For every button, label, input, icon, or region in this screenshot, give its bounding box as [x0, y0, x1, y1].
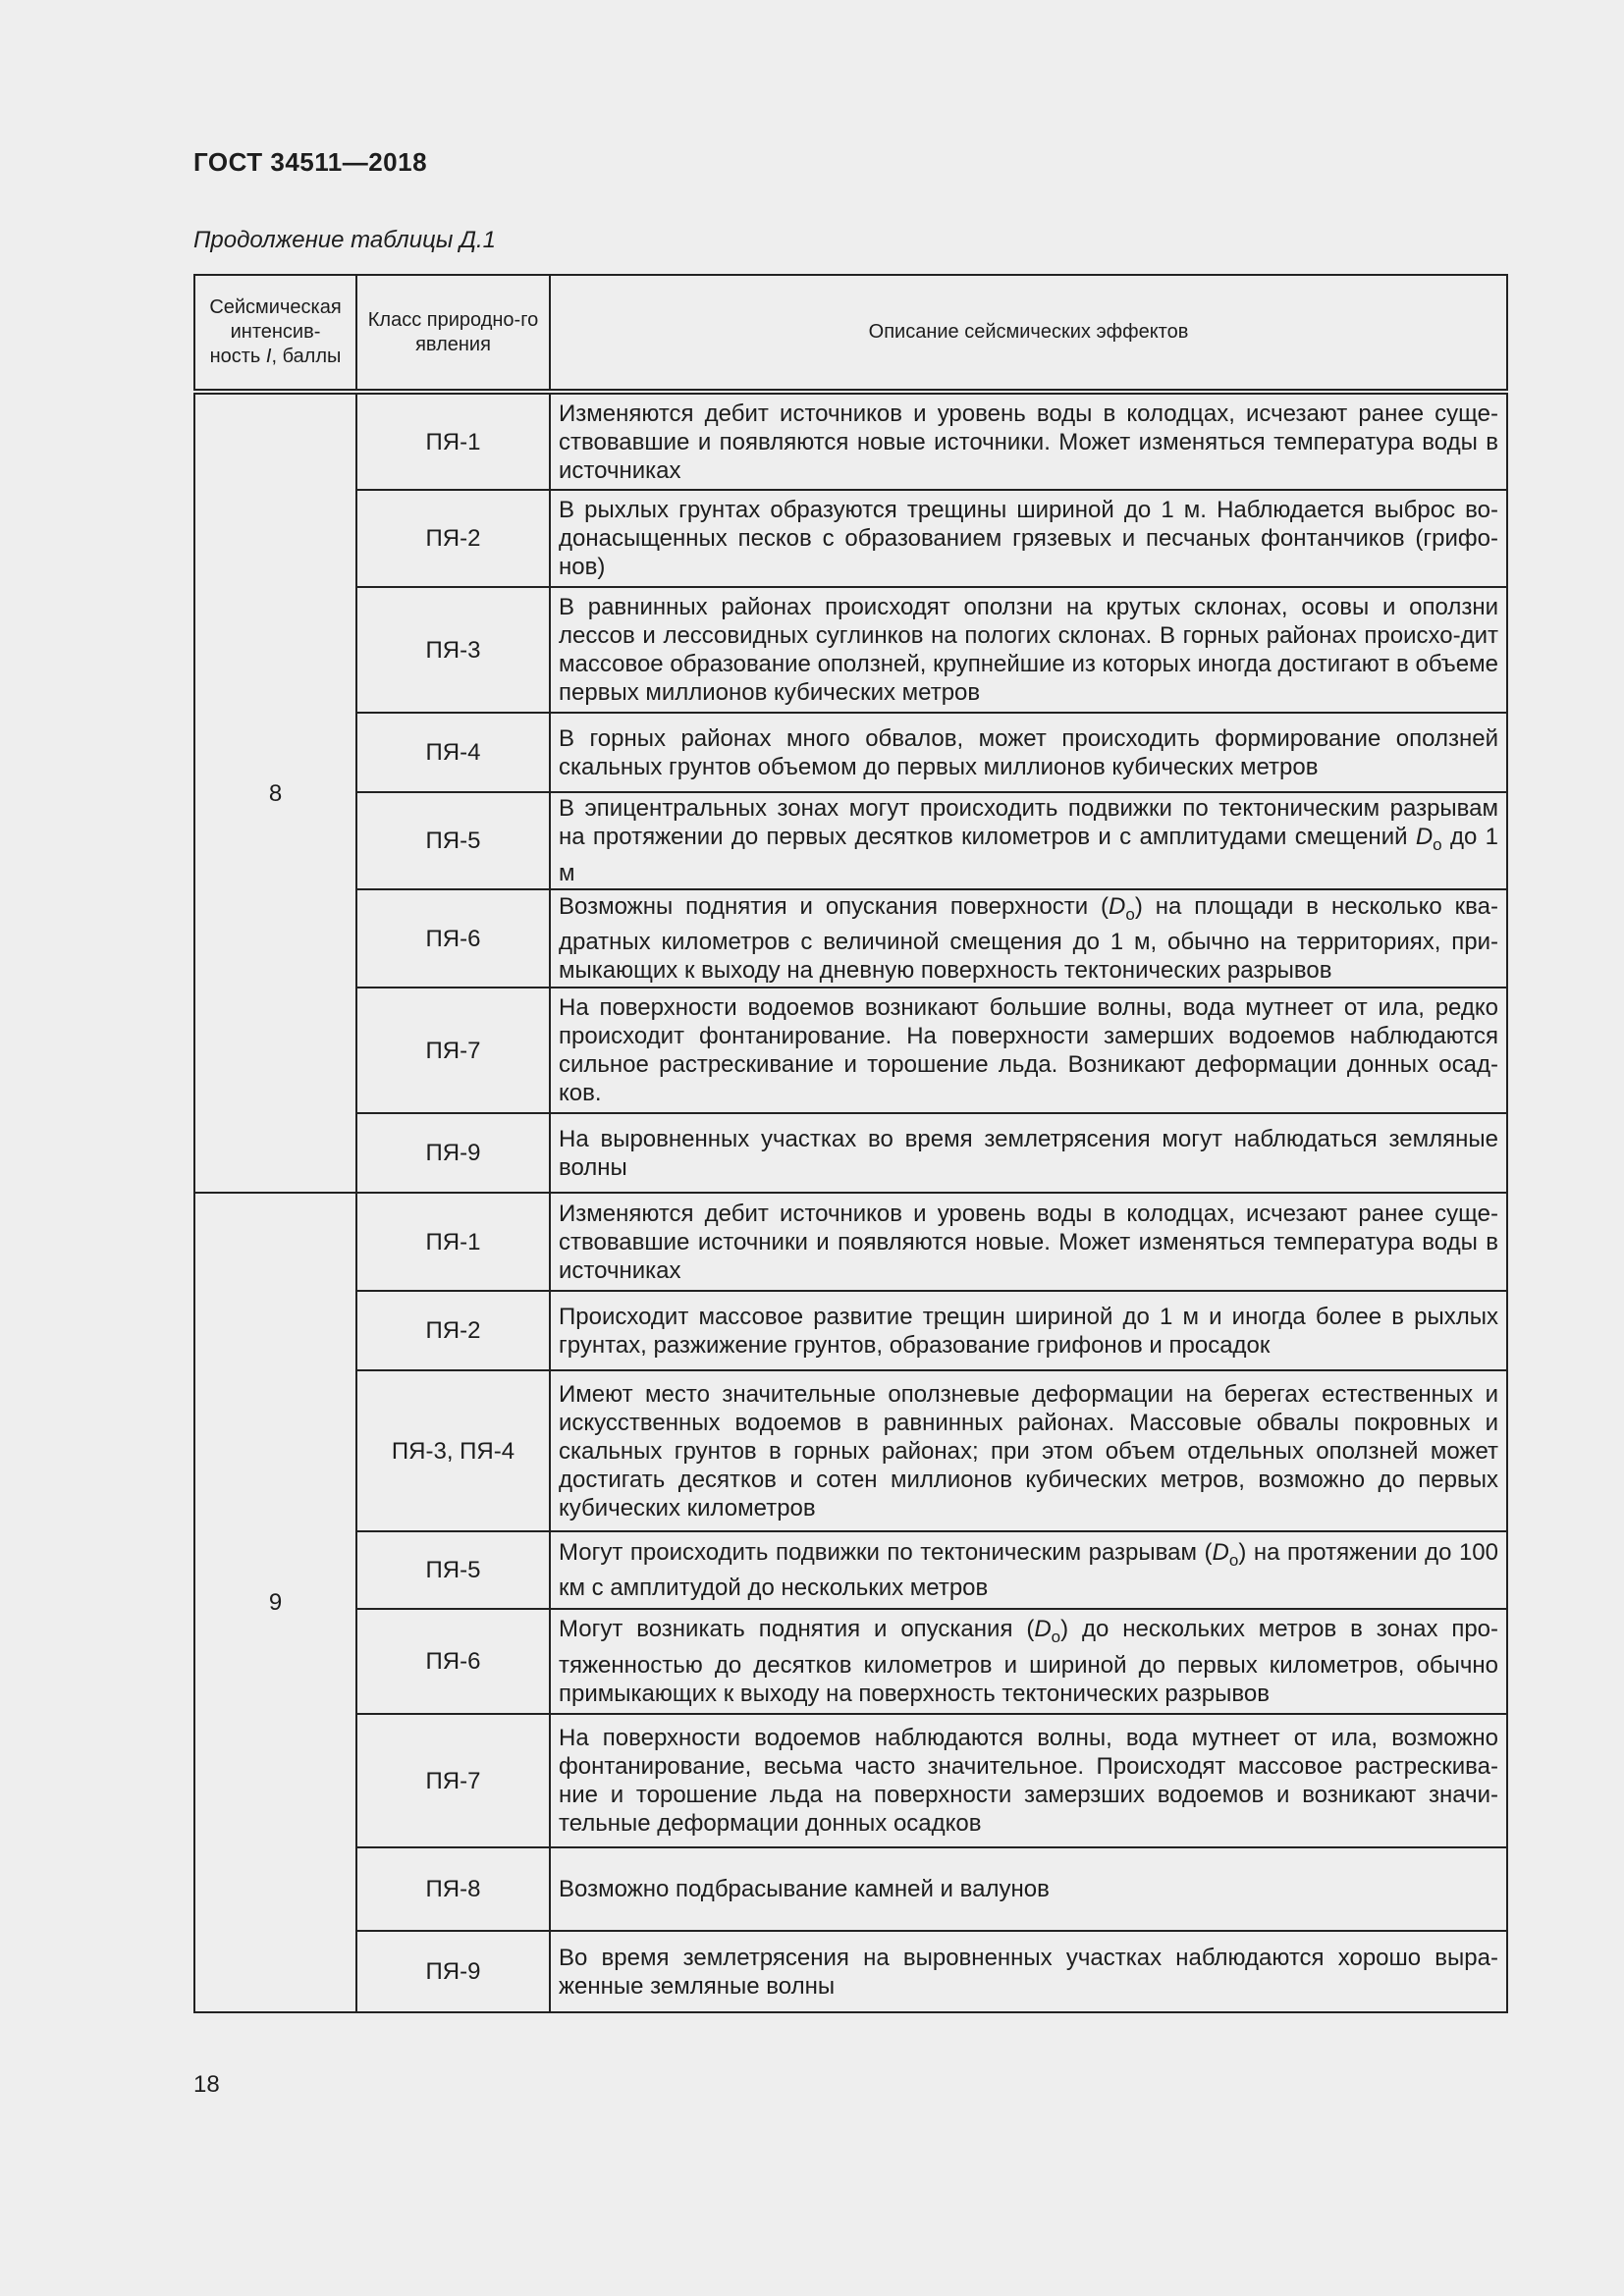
phenomenon-class: ПЯ-3 [356, 587, 550, 713]
phenomenon-class: ПЯ-8 [356, 1847, 550, 1931]
table-row [194, 1609, 1507, 1714]
header-description: Описание сейсмических эффектов [550, 275, 1507, 392]
table-row [194, 1931, 1507, 2012]
phenomenon-class: ПЯ-3, ПЯ-4 [356, 1370, 550, 1531]
phenomenon-class: ПЯ-5 [356, 792, 550, 889]
effect-description: Изменяются дебит источников и уровень воды в колодцах, исчезают ранее суще-ствовавшие и появляются новые источники. Может изменяться температура воды в источниках [550, 392, 1507, 490]
table-row [194, 713, 1507, 792]
table-row [194, 792, 1507, 889]
phenomenon-class: ПЯ-7 [356, 1714, 550, 1847]
effect-description: Могут происходить подвижки по тектоническим разрывам $(D_о)$ на протяжении до 100 км с амплитудой до нескольких метров [550, 1531, 1507, 1609]
document-id: ГОСТ 34511—2018 [193, 147, 428, 177]
header-class: Класс природно-го явления [356, 275, 550, 392]
table-row [194, 1847, 1507, 1931]
table-row [194, 1193, 1507, 1291]
table-row [194, 1531, 1507, 1609]
table-row [194, 1291, 1507, 1370]
table-header-row [194, 275, 1507, 392]
effect-description: Имеют место значительные оползневые деформации на берегах естественных и искусственных водоемов в равнинных районах. Массовые обвалы покровных и скальных грунтов в горных районах; при этом объем отдельных оползней может достигать десятков и сотен миллионов кубических метров, возможно до первых кубических километров [550, 1370, 1507, 1531]
phenomenon-class: ПЯ-7 [356, 988, 550, 1113]
phenomenon-class: ПЯ-4 [356, 713, 550, 792]
effect-description: В горных районах много обвалов, может происходить формирование оползней скальных грунтов объемом до первых миллионов кубических метров [550, 713, 1507, 792]
effect-description: На поверхности водоемов наблюдаются волны, вода мутнеет от ила, возможно фонтанирование, весьма часто значительное. Происходят массовое растрескива-ние и торошение льда на поверхности замерзших водоемов и возникают значи-тельные деформации донных осадков [550, 1714, 1507, 1847]
phenomenon-class: ПЯ-2 [356, 490, 550, 587]
table-row [194, 490, 1507, 587]
seismic-effects-table [193, 274, 1508, 2013]
phenomenon-class: ПЯ-9 [356, 1931, 550, 2012]
effect-description: Возможны поднятия и опускания поверхности $(D_о)$ на площади в несколько ква-дратных километров с величиной смещения до 1 м, обычно на территориях, при-мыкающих к выходу на дневную поверхность тектонических разрывов [550, 889, 1507, 988]
table-row [194, 1113, 1507, 1193]
phenomenon-class: ПЯ-1 [356, 392, 550, 490]
phenomenon-class: ПЯ-1 [356, 1193, 550, 1291]
effect-description: На поверхности водоемов возникают большие волны, вода мутнеет от ила, редко происходит фонтанирование. На поверхности замерших водоемов наблюдаются сильное растрескивание и торошение льда. Возникают деформации донных осад-ков. [550, 988, 1507, 1113]
phenomenon-class: ПЯ-2 [356, 1291, 550, 1370]
effect-description: Изменяются дебит источников и уровень воды в колодцах, исчезают ранее суще-ствовавшие источники и появляются новые. Может изменяться температура воды в источниках [550, 1193, 1507, 1291]
page-number: 18 [193, 2071, 220, 2098]
effect-description: В равнинных районах происходят оползни на крутых склонах, осовы и оползни лессов и лессовидных суглинков на пологих склонах. В горных районах происхо-дит массовое образование оползней, крупнейшие из которых иногда достигают в объеме первых миллионов кубических метров [550, 587, 1507, 713]
effect-description: Во время землетрясения на выровненных участках наблюдаются хорошо выра-женные земляные волны [550, 1931, 1507, 2012]
phenomenon-class: ПЯ-5 [356, 1531, 550, 1609]
table-row [194, 988, 1507, 1113]
effect-description: Происходит массовое развитие трещин шириной до 1 м и иногда более в рыхлых грунтах, разжижение грунтов, образование грифонов и просадок [550, 1291, 1507, 1370]
effect-description: Могут возникать поднятия и опускания $(D_о)$ до нескольких метров в зонах про-тяженностью до десятков километров и шириной до первых километров, обычно примыкающих к выходу на поверхность тектонических разрывов [550, 1609, 1507, 1714]
intensity-value: 8 [194, 392, 356, 1193]
table-row [194, 1714, 1507, 1847]
phenomenon-class: ПЯ-9 [356, 1113, 550, 1193]
table-row [194, 1370, 1507, 1531]
table-row [194, 587, 1507, 713]
effect-description: В эпицентральных зонах могут происходить подвижки по тектоническим разрывам на протяжении до первых десятков километров и с амплитудами смещений $D_о$ до 1 м [550, 792, 1507, 889]
effect-description: В рыхлых грунтах образуются трещины шириной до 1 м. Наблюдается выброс во-донасыщенных песков с образованием грязевых и песчаных фонтанчиков (грифо-нов) [550, 490, 1507, 587]
intensity-value: 9 [194, 1193, 356, 2012]
effect-description: Возможно подбрасывание камней и валунов [550, 1847, 1507, 1931]
table-caption: Продолжение таблицы Д.1 [193, 227, 497, 253]
header-intensity: Сейсмическая интенсив- ность I, баллы [194, 275, 356, 392]
effect-description: На выровненных участках во время землетрясения могут наблюдаться земляные волны [550, 1113, 1507, 1193]
table-row [194, 889, 1507, 988]
table-row [194, 392, 1507, 490]
phenomenon-class: ПЯ-6 [356, 1609, 550, 1714]
phenomenon-class: ПЯ-6 [356, 889, 550, 988]
